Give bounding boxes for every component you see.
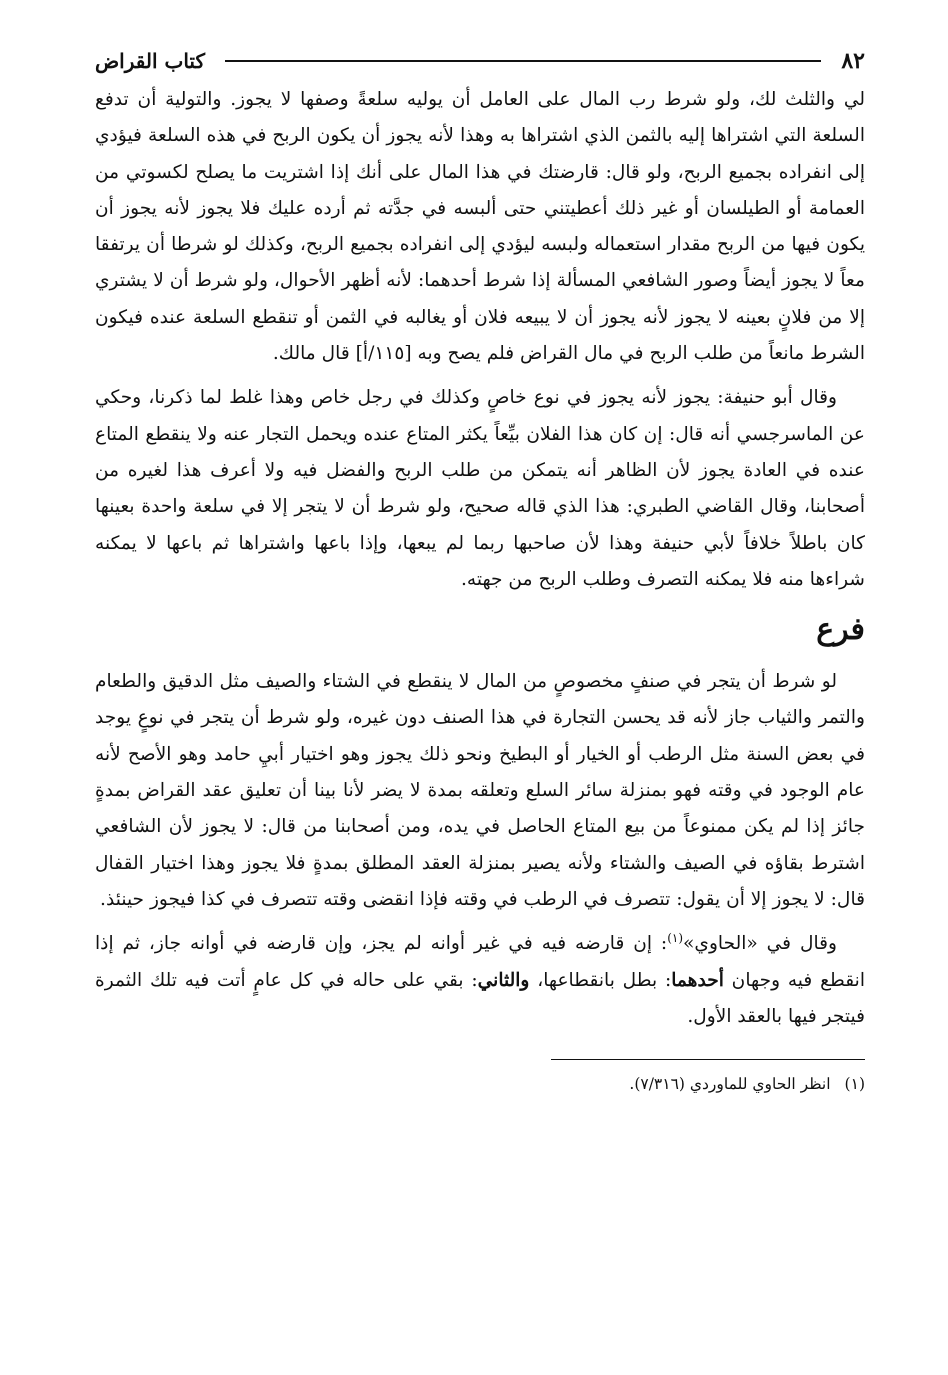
- page-header: [95, 40, 865, 82]
- paragraph-3: لو شرط أن يتجر في صنفٍ مخصوصٍ من المال لا ينقطع في الشتاء والصيف مثل الدقيق والطعام والتمر والثياب جاز لأنه قد يحسن التجارة في هذا الصنف دون غيره، ولو شرط أن يتجر في نوعٍ يوجد في بعض السنة مثل الرطب أو الخيار أو البطيخ ونحو ذلك يجوز وهو اختيار أبيِ حامد وهو الأصح لأنه عام الوجود في وقته فهو بمنزلة سائر السلع وتعلقه بمدة لا يضر لأنا بينا أن تعليق عقد القراض بمدةٍ جائز إذا لم يكن ممنوعاً من بيع المتاع الحاصل في يده، ومن أصحابنا من قال: لا يجوز لأن الشافعي اشترط بقاؤه في الصيف والشتاء ولأنه يصير بمنزلة العقد المطلق بمدةٍ فلا يجوز وهذا اختيار القفال قال: لا يجوز إلا أن يقول: تتصرف في الرطب في وقته فإذا انقضى وقته تتصرف في كذا فيجوز حينئذ.: [95, 671, 865, 910]
- footnote-1: [95, 1072, 865, 1096]
- footnote-number: (١): [844, 1075, 865, 1094]
- paragraph-2: وقال أبو حنيفة: يجوز لأنه يجوز في نوع خاصٍ وكذلك في رجل خاص وهذا غلط لما ذكرنا، وحكي عن الماسرجسي أنه قال: إن كان هذا الفلان بيِّعاً يكثر المتاع عنده ويحمل التجار عنه ولا ينقطع المتاع عنده في العادة يجوز لأن الظاهر أنه يتمكن من طلب الربح والفضل فيه ولا أعرف هذا لغيره من أصحابنا، وقال القاضي الطبري: هذا الذي قاله صحيح، ولو شرط أن لا يتجر إلا في سلعة واحدة بعينها كان باطلاً خلافاً لأبي حنيفة وهذا لأن صاحبها ربما لم يبعها، وإذا باعها واشتراها ثم باعها لا يمكنه شراءها منه فلا يمكنه التصرف وطلب الربح من جهته.: [95, 387, 865, 590]
- section-heading: فرع: [816, 612, 865, 648]
- header-rule: [225, 60, 821, 62]
- footnote-rule: [551, 1059, 865, 1060]
- paragraph-4: [95, 926, 865, 1035]
- paragraph-1: لي والثلث لك، ولو شرط رب المال على العامل أن يوليه سلعةً وصفها لا يجوز. والتولية أن تدفع السلعة التي اشتراها إليه بالثمن الذي اشتراها به وهذا لأنه يجوز أن يكون الربح في هذه السلعة فيؤدي إلى انفراده بجميع الربح، ولو قال: قارضتك في هذا المال على أنك إذا اشتريت ما يصلح لكسوتي من العمامة أو الطيلسان أو غير ذلك أعطيتني حتى ألبسه في جدَّته ثم أرده عليك فلا يجوز لأنه يجوز أن يكون فيها من الربح مقدار استعماله ولبسه ليؤدي إلى انفراده بجميع الربح، وكذلك لو شرطا أن يرتفقا معاً لا يجوز أيضاً وصور الشافعي المسألة إذا شرط أحدهما: لأنه أظهر الأحوال، ولو شرط أن لا يشتري إلا من فلانٍ بعينه لا يجوز لأنه يجوز أن لا يبيعه فلان أو يغالبه في الثمن أو تنقطع السلعة عنده فيكون الشرط مانعاً من طلب الربح في مال القراض فلم يصح وبه [١١٥/أ] قال مالك.: [95, 89, 865, 365]
- running-title: كتاب القراض: [95, 49, 205, 73]
- main-text: [95, 82, 865, 1035]
- paragraph-4-text-a: وقال في «الحاوي»: [683, 933, 837, 955]
- book-page: [95, 40, 865, 1350]
- paragraph-4-text-c: : بطل بانقطاعها،: [529, 969, 672, 991]
- footnote-text: انظر الحاوي للماوردي (٧/٣١٦).: [629, 1075, 831, 1094]
- paragraph-4-bold-second: والثاني: [477, 969, 530, 991]
- footnote-reference-1[interactable]: (١): [667, 931, 684, 946]
- paragraph-4-text-b: : إن قارضه فيه في غير أوانه لم يجز، وإن قارضه في أوانه جاز، ثم إذا انقطع فيه وجهان: [95, 933, 865, 991]
- paragraph-4-text-d: : بقي على حاله في كل عامٍ أتت فيه تلك الثمرة فيتجر فيها بالعقد الأول.: [95, 969, 865, 1027]
- page-number: ٨٢: [841, 48, 865, 74]
- paragraph-4-bold-first: أحدهما: [671, 969, 724, 991]
